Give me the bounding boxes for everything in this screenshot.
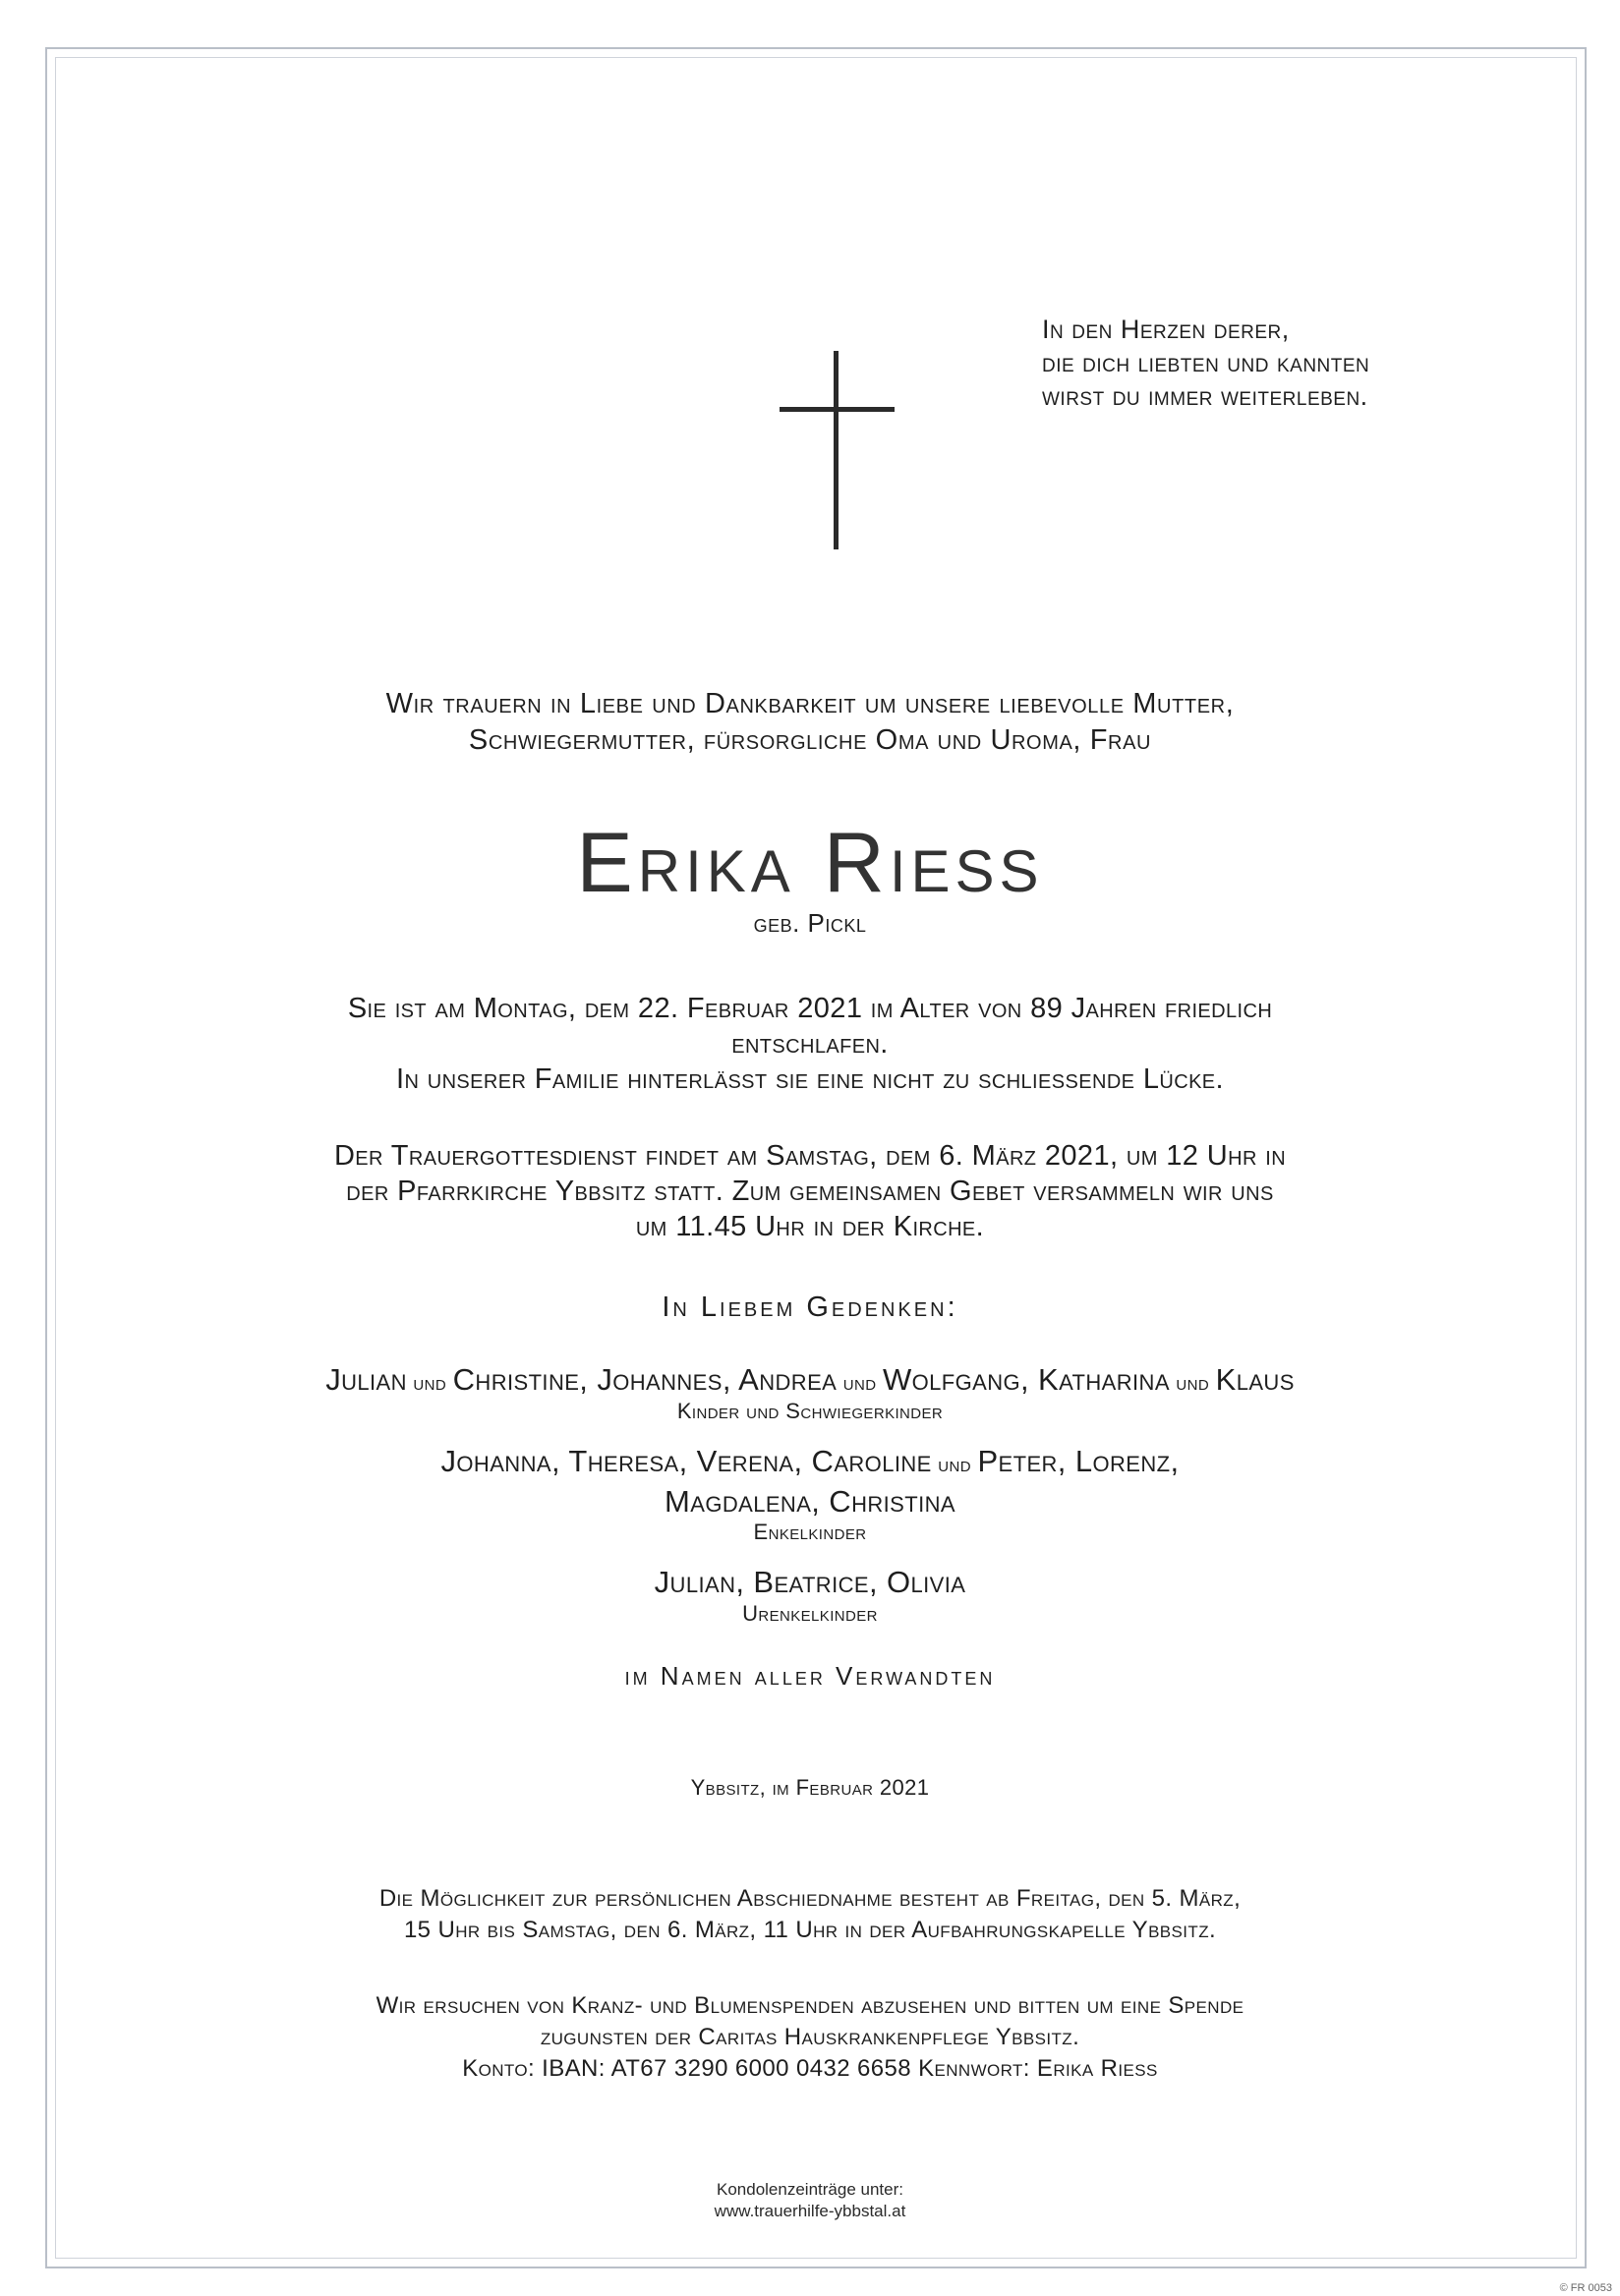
grandchildren-role: Enkelkinder [753, 1520, 867, 1544]
mourner-name: Christine, Johannes, Andrea [452, 1362, 838, 1397]
cross-vertical-bar [834, 351, 839, 549]
mourner-name: Johanna, Theresa, Verena, Caroline [440, 1444, 932, 1478]
donation-line: Konto: IBAN: AT67 3290 6000 0432 6658 Kennwort: Erika Riess [462, 2055, 1158, 2082]
mourner-name: Peter, Lorenz, [977, 1444, 1180, 1478]
service-line: um 11.45 Uhr in der Kirche. [635, 1211, 985, 1242]
service-line: Der Trauergottesdienst findet am Samstag, dem 6. März 2021, um 12 Uhr in [333, 1140, 1287, 1172]
mourner-name: Magdalena, Christina [665, 1484, 955, 1519]
condolence-info [0, 2179, 1620, 2222]
connector: und [837, 1370, 883, 1395]
corner-code: © FR 0053 [1559, 2282, 1612, 2294]
mourner-name: Julian [325, 1362, 407, 1397]
intro-text [0, 686, 1620, 759]
grandchildren-names [0, 1443, 1620, 1521]
passing-paragraph [0, 991, 1620, 1097]
intro-line: Wir trauern in Liebe und Dankbarkeit um unsere liebevolle Mutter, [385, 688, 1235, 719]
quote-line: wirst du immer weiterleben. [1042, 381, 1368, 411]
cross-horizontal-bar [780, 407, 895, 412]
connector: und [931, 1452, 978, 1476]
viewing-line: Die Möglichkeit zur persönlichen Abschiednahme besteht ab Freitag, den 5. März, [378, 1885, 1242, 1912]
condolence-label: Kondolenzeinträge unter: [717, 2180, 903, 2199]
donation-line: zugunsten der Caritas Hauskrankenpflege Ybbsitz. [540, 2024, 1080, 2050]
mourner-name: Wolfgang, Katharina [882, 1362, 1170, 1397]
intro-line: Schwiegermutter, fürsorgliche Oma und Uroma, Frau [468, 724, 1152, 756]
memory-heading: In Liebem Gedenken: [662, 1292, 958, 1323]
passing-line: In unserer Familie hinterlässt sie eine nicht zu schliessende Lücke. [395, 1063, 1225, 1095]
passing-line: Sie ist am Montag, dem 22. Februar 2021 im Alter von 89 Jahren friedlich [347, 993, 1273, 1024]
memorial-quote [1042, 313, 1475, 413]
donation-line: Wir ersuchen von Kranz- und Blumenspenden abzusehen und bitten um eine Spende [376, 1992, 1244, 2019]
service-paragraph [0, 1138, 1620, 1244]
quote-line: die dich liebten und kannten [1042, 348, 1370, 377]
mourner-name: Klaus [1215, 1362, 1295, 1397]
connector: und [406, 1370, 453, 1395]
passing-line: entschlafen. [731, 1028, 889, 1060]
children-names [0, 1361, 1620, 1402]
behalf-line: im Namen aller Verwandten [624, 1661, 996, 1691]
birth-name: geb. Pickl [753, 908, 867, 938]
viewing-line: 15 Uhr bis Samstag, den 6. März, 11 Uhr in der Aufbahrungskapelle Ybbsitz. [403, 1917, 1217, 1943]
great-grandchildren-names: Julian, Beatrice, Olivia [654, 1565, 966, 1599]
service-line: der Pfarrkirche Ybbsitz statt. Zum gemeinsamen Gebet versammeln wir uns [346, 1176, 1274, 1207]
condolence-url[interactable]: www.trauerhilfe-ybbstal.at [714, 2202, 906, 2220]
quote-line: In den Herzen derer, [1042, 315, 1290, 344]
viewing-paragraph [0, 1883, 1620, 1946]
children-role: Kinder und Schwiegerkinder [676, 1399, 944, 1423]
connector: und [1169, 1370, 1216, 1395]
place-date: Ybbsitz, im Februar 2021 [690, 1775, 930, 1800]
deceased-name: Erika Riess [576, 816, 1044, 910]
donation-paragraph [0, 1990, 1620, 2085]
great-grandchildren-role: Urenkelkinder [742, 1601, 878, 1626]
